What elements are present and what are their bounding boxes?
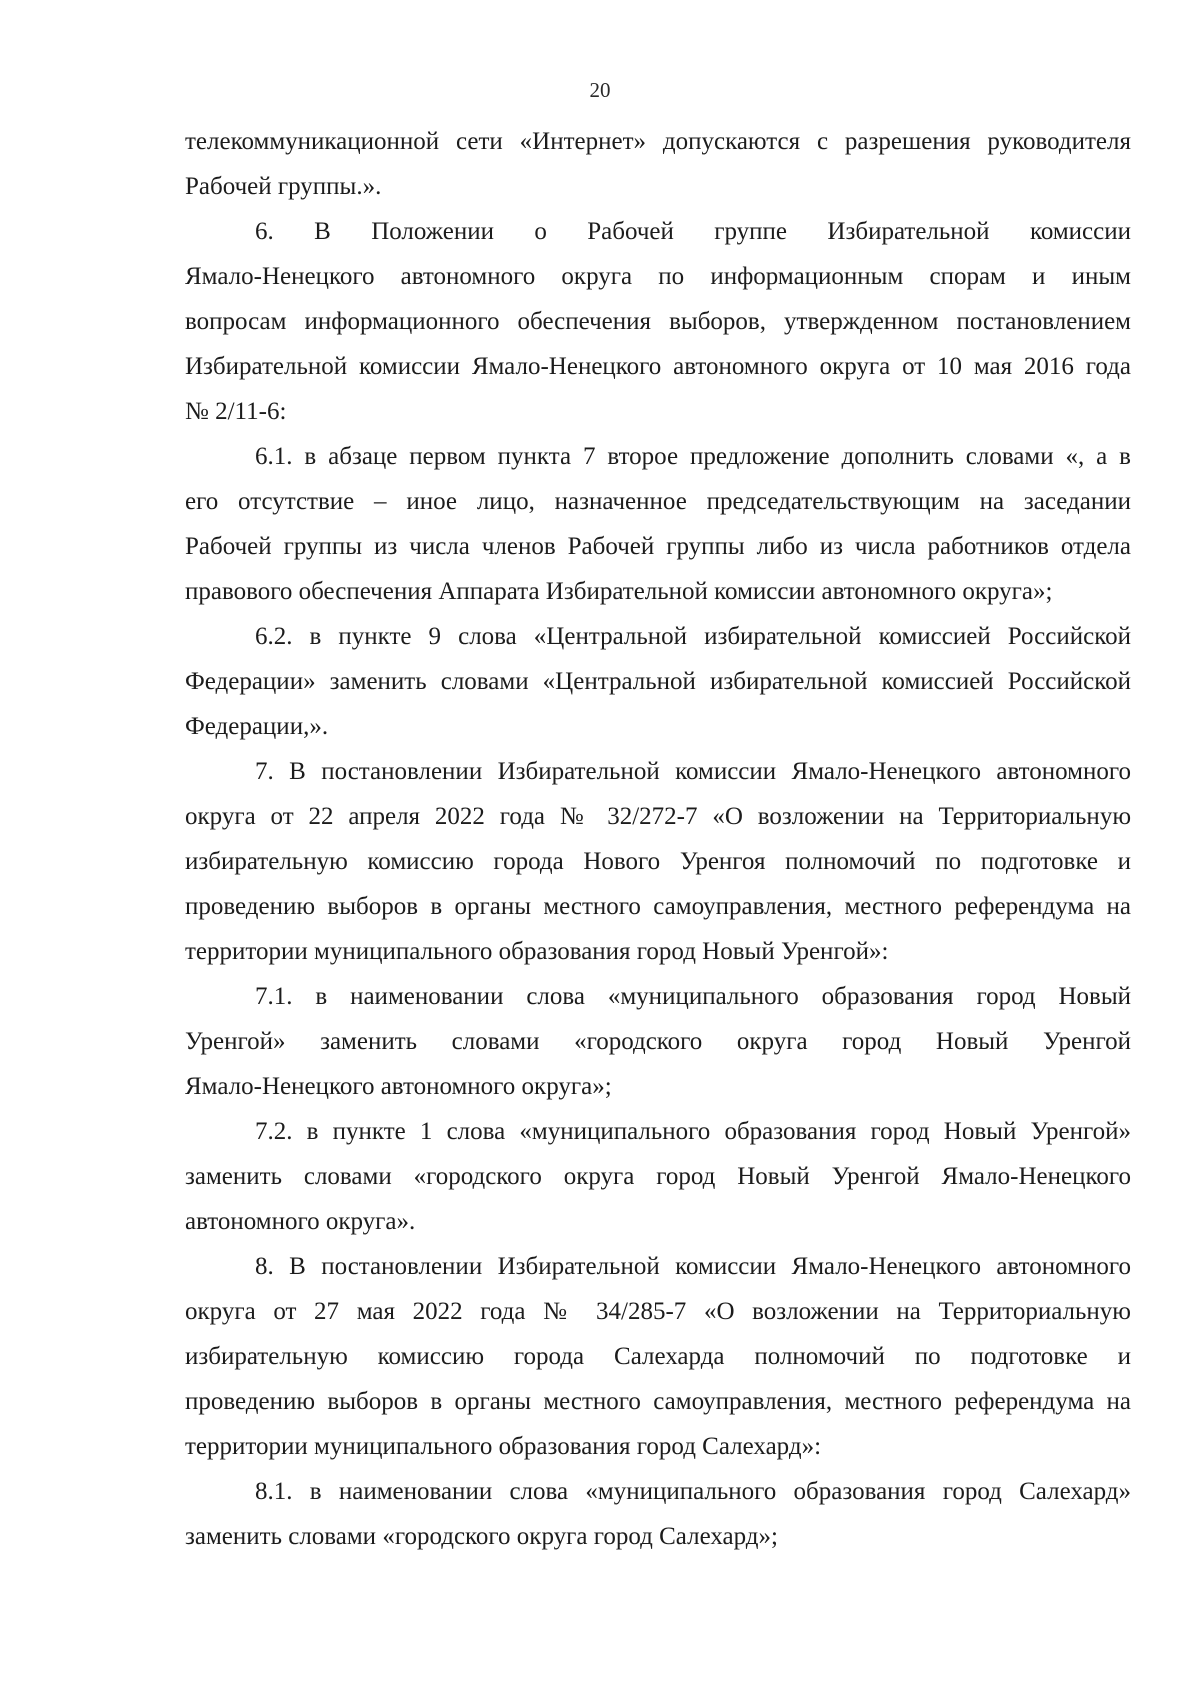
text-line: 6.1. в абзаце первом пункта 7 второе предложение дополнить словами «, а в — [255, 443, 1131, 470]
text-line: проведению выборов в органы местного самоуправления, местного референдума на — [185, 1388, 1131, 1415]
text-line: вопросам информационного обеспечения выборов, утвержденном постановлением — [185, 308, 1131, 335]
text-line: избирательную комиссию города Салехарда полномочий по подготовке и — [185, 1343, 1131, 1370]
text-line: Уренгой» заменить словами «городского округа город Новый Уренгой — [185, 1028, 1131, 1055]
text-line: территории муниципального образования город Новый Уренгой»: — [185, 938, 889, 965]
text-line: проведению выборов в органы местного самоуправления, местного референдума на — [185, 893, 1131, 920]
text-line: правового обеспечения Аппарата Избирательной комиссии автономного округа»; — [185, 578, 1053, 605]
text-line: Федерации,». — [185, 713, 329, 740]
text-line: округа от 22 апреля 2022 года № 32/272-7 «О возложении на Территориальную — [185, 803, 1131, 830]
text-line: 8. В постановлении Избирательной комиссии Ямало-Ненецкого автономного — [255, 1253, 1131, 1280]
text-line: Избирательной комиссии Ямало-Ненецкого автономного округа от 10 мая 2016 года — [185, 353, 1131, 380]
text-line: 7.1. в наименовании слова «муниципального образования город Новый — [255, 983, 1131, 1010]
document-body — [185, 119, 1131, 1559]
text-line: Рабочей группы из числа членов Рабочей группы либо из числа работников отдела — [185, 533, 1131, 560]
text-line: его отсутствие – иное лицо, назначенное председательствующим на заседании — [185, 488, 1131, 515]
text-line: Ямало-Ненецкого автономного округа»; — [185, 1073, 612, 1100]
text-line: заменить словами «городского округа город Новый Уренгой Ямало-Ненецкого — [185, 1163, 1131, 1190]
text-line: 8.1. в наименовании слова «муниципального образования город Салехард» — [255, 1478, 1131, 1505]
text-line: 7. В постановлении Избирательной комиссии Ямало-Ненецкого автономного — [255, 758, 1131, 785]
text-line: Ямало-Ненецкого автономного округа по информационным спорам и иным — [185, 263, 1131, 290]
text-line: автономного округа». — [185, 1208, 416, 1235]
text-line: 6.2. в пункте 9 слова «Центральной избирательной комиссией Российской — [255, 623, 1131, 650]
text-line: телекоммуникационной сети «Интернет» допускаются с разрешения руководителя — [185, 128, 1131, 155]
text-line: № 2/11-6: — [185, 398, 287, 425]
text-line: избирательную комиссию города Нового Уренгоя полномочий по подготовке и — [185, 848, 1131, 875]
text-line: Рабочей группы.». — [185, 173, 382, 200]
page-number: 20 — [589, 78, 611, 102]
text-line: заменить словами «городского округа город Салехард»; — [185, 1523, 778, 1550]
text-line: Федерации» заменить словами «Центральной избирательной комиссией Российской — [185, 668, 1131, 695]
text-line: 6. В Положении о Рабочей группе Избирательной комиссии — [255, 218, 1131, 245]
text-line: 7.2. в пункте 1 слова «муниципального образования город Новый Уренгой» — [255, 1118, 1131, 1145]
text-line: округа от 27 мая 2022 года № 34/285-7 «О возложении на Территориальную — [185, 1298, 1131, 1325]
text-line: территории муниципального образования город Салехард»: — [185, 1433, 822, 1460]
